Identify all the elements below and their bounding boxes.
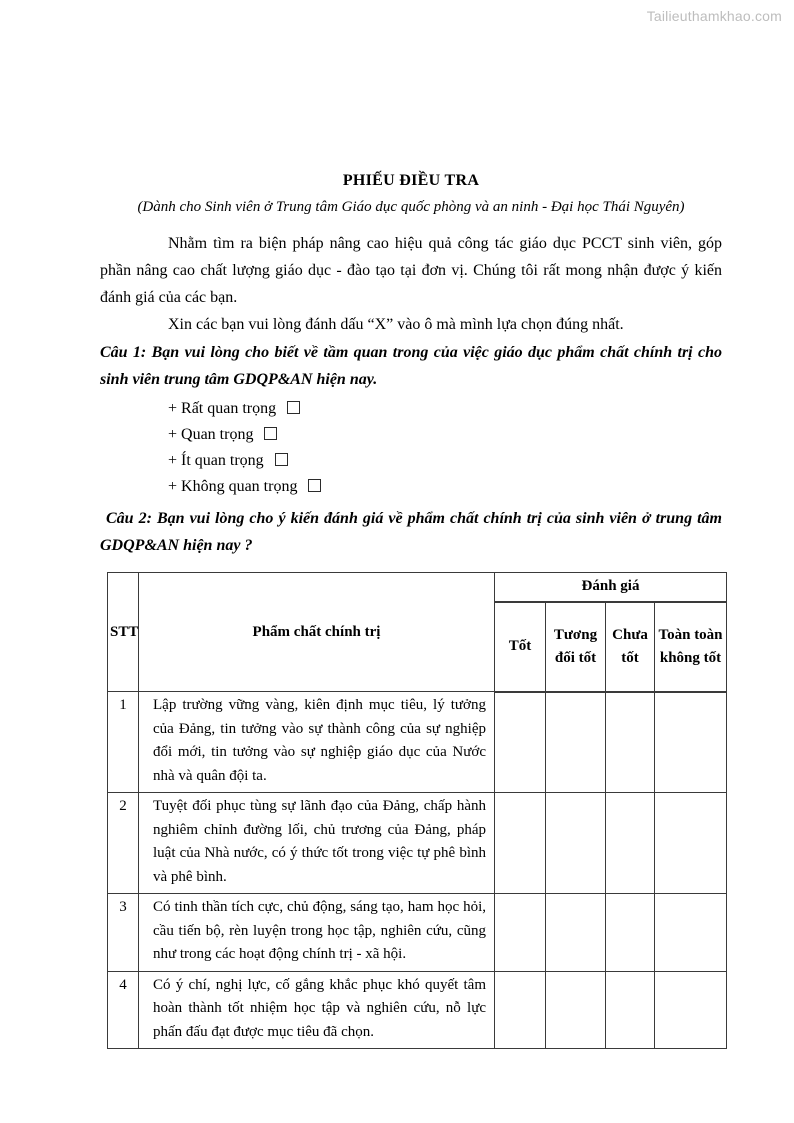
answer-cell-chua-tot[interactable]: [606, 971, 655, 1049]
checkbox[interactable]: [287, 401, 300, 414]
option-label: + Không quan trọng: [168, 478, 298, 495]
checkbox[interactable]: [275, 453, 288, 466]
option-label: + Ít quan trọng: [168, 452, 264, 469]
header-rating: Đánh giá: [495, 573, 727, 602]
intro-paragraph: Nhằm tìm ra biện pháp nâng cao hiệu quả công tác giáo dục PCCT sinh viên, góp phần nâng cao chất lượng giáo dục - đào tạo tại đơn vị. Chúng tôi rất mong nhận được ý kiến đánh giá của các bạn.: [100, 235, 722, 306]
table-row: [108, 894, 727, 972]
answer-cell-tot[interactable]: [495, 692, 546, 793]
header-toan-toan-khong-tot: Toàn toàn không tốt: [655, 602, 727, 692]
row-number: 4: [108, 971, 139, 1049]
answer-cell-tuong-doi-tot[interactable]: [546, 692, 606, 793]
option-khong-quan-trong: [168, 474, 722, 500]
checkbox[interactable]: [264, 427, 277, 440]
answer-cell-tot[interactable]: [495, 894, 546, 972]
instruction-paragraph: Xin các bạn vui lòng đánh dấu “X” vào ô mà mình lựa chọn đúng nhất.: [168, 316, 624, 333]
answer-cell-tot[interactable]: [495, 971, 546, 1049]
row-quality-text: Có ý chí, nghị lực, cố gắng khắc phục khó quyết tâm hoàn thành tốt nhiệm học tập và nghiên cứu, nỗ lực phấn đấu đạt được mục tiêu đã chọn.: [139, 971, 495, 1049]
header-tot: Tốt: [495, 602, 546, 692]
answer-cell-toan-toan-khong-tot[interactable]: [655, 692, 727, 793]
header-quality: Phẩm chất chính trị: [139, 573, 495, 692]
header-tuong-doi-tot: Tương đối tốt: [546, 602, 606, 692]
header-stt: STT: [108, 573, 139, 692]
option-it-quan-trong: [168, 448, 722, 474]
answer-cell-chua-tot[interactable]: [606, 692, 655, 793]
row-number: 1: [108, 692, 139, 793]
answer-cell-toan-toan-khong-tot[interactable]: [655, 894, 727, 972]
answer-cell-chua-tot[interactable]: [606, 894, 655, 972]
answer-cell-tuong-doi-tot[interactable]: [546, 793, 606, 894]
option-quan-trong: [168, 422, 722, 448]
answer-cell-chua-tot[interactable]: [606, 793, 655, 894]
row-quality-text: Tuyệt đối phục tùng sự lãnh đạo của Đảng, chấp hành nghiêm chỉnh đường lối, chủ trương của Đảng, pháp luật của Nhà nước, có ý thức tốt trong việc tự phê bình và phê bình.: [139, 793, 495, 894]
answer-cell-toan-toan-khong-tot[interactable]: [655, 793, 727, 894]
question1-text: Câu 1: Bạn vui lòng cho biết về tầm quan trong của việc giáo dục phẩm chất chính trị cho sinh viên trung tâm GDQP&AN hiện nay.: [100, 344, 722, 388]
option-label: + Quan trọng: [168, 426, 254, 443]
header-chua-tot: Chưa tốt: [606, 602, 655, 692]
question2-text: Câu 2: Bạn vui lòng cho ý kiến đánh giá về phẩm chất chính trị của sinh viên ở trung tâm GDQP&AN hiện nay ?: [100, 510, 722, 554]
question1-options: [168, 396, 722, 500]
rating-table: [107, 572, 727, 1049]
table-row: [108, 971, 727, 1049]
page-title: PHIẾU ĐIỀU TRA: [342, 172, 480, 189]
row-number: 3: [108, 894, 139, 972]
answer-cell-toan-toan-khong-tot[interactable]: [655, 971, 727, 1049]
answer-cell-tuong-doi-tot[interactable]: [546, 894, 606, 972]
row-quality-text: Lập trường vững vàng, kiên định mục tiêu, lý tưởng của Đảng, tin tưởng vào sự thành công của sự nghiệp đổi mới, tin tưởng vào sự nghiệp giáo dục của Nước nhà và quân đội ta.: [139, 692, 495, 793]
table-row: [108, 793, 727, 894]
answer-cell-tuong-doi-tot[interactable]: [546, 971, 606, 1049]
answer-cell-tot[interactable]: [495, 793, 546, 894]
table-row: [108, 692, 727, 793]
checkbox[interactable]: [308, 479, 321, 492]
row-quality-text: Có tinh thần tích cực, chủ động, sáng tạo, ham học hỏi, cầu tiến bộ, rèn luyện trong học tập, nghiên cứu, cũng như trong các hoạt động chính trị - xã hội.: [139, 894, 495, 972]
option-rat-quan-trong: [168, 396, 722, 422]
subtitle: (Dành cho Sinh viên ở Trung tâm Giáo dục quốc phòng và an ninh - Đại học Thái Nguyên): [137, 199, 685, 215]
option-label: + Rất quan trọng: [168, 400, 277, 417]
row-number: 2: [108, 793, 139, 894]
watermark: Tailieuthamkhao.com: [646, 8, 782, 24]
